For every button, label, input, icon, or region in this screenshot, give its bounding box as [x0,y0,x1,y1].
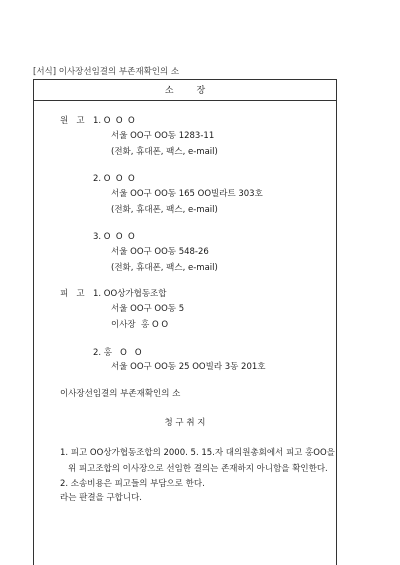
defendant-1-address: 서울 OO구 OO동 5 [111,304,185,314]
plaintiff-2-name: 2. O O O [93,174,135,184]
claim-line-4: 라는 판결을 구합니다. [60,493,143,503]
document-title: 소 장 [164,86,206,96]
defendant-1-representative: 이사장 홍 O O [111,320,169,330]
form-header: [서식] 이사장선임결의 부존재확인의 소 [33,67,180,77]
defendant-2-name: 2. 홍 O O [93,348,142,358]
plaintiff-1-address: 서울 OO구 OO동 1283-11 [111,131,215,141]
claim-heading: 청 구 취 지 [164,418,206,428]
plaintiff-1-contact: (전화, 휴대폰, 팩스, e-mail) [111,147,218,157]
defendant-label: 피 고 [60,289,85,299]
defendant-1-name: 1. OO상가협동조합 [93,289,167,299]
claim-line-3: 2. 소송비용은 피고들의 부담으로 한다. [60,479,205,489]
plaintiff-3-address: 서울 OO구 OO동 548-26 [111,247,209,257]
defendant-2-address: 서울 OO구 OO동 25 OO빌라 3동 201호 [111,362,266,372]
claim-line-2: 위 피고조합의 이사장으로 선임한 결의는 존재하지 아니함을 확인한다. [68,464,328,474]
plaintiff-2-contact: (전화, 휴대폰, 팩스, e-mail) [111,205,218,215]
plaintiff-label: 원 고 [60,116,85,126]
plaintiff-2-address: 서울 OO구 OO동 165 OO빌라트 303호 [111,189,263,199]
plaintiff-1-name: 1. O O O [93,116,135,126]
claim-line-1: 1. 피고 OO상가협동조합의 2000. 5. 15.자 대의원총회에서 피고 홍OO을 [60,448,335,458]
plaintiff-3-name: 3. O O O [93,232,135,242]
plaintiff-3-contact: (전화, 휴대폰, 팩스, e-mail) [111,263,218,273]
title-divider [33,100,337,101]
case-name: 이사장선임결의 부존재확인의 소 [60,389,181,399]
